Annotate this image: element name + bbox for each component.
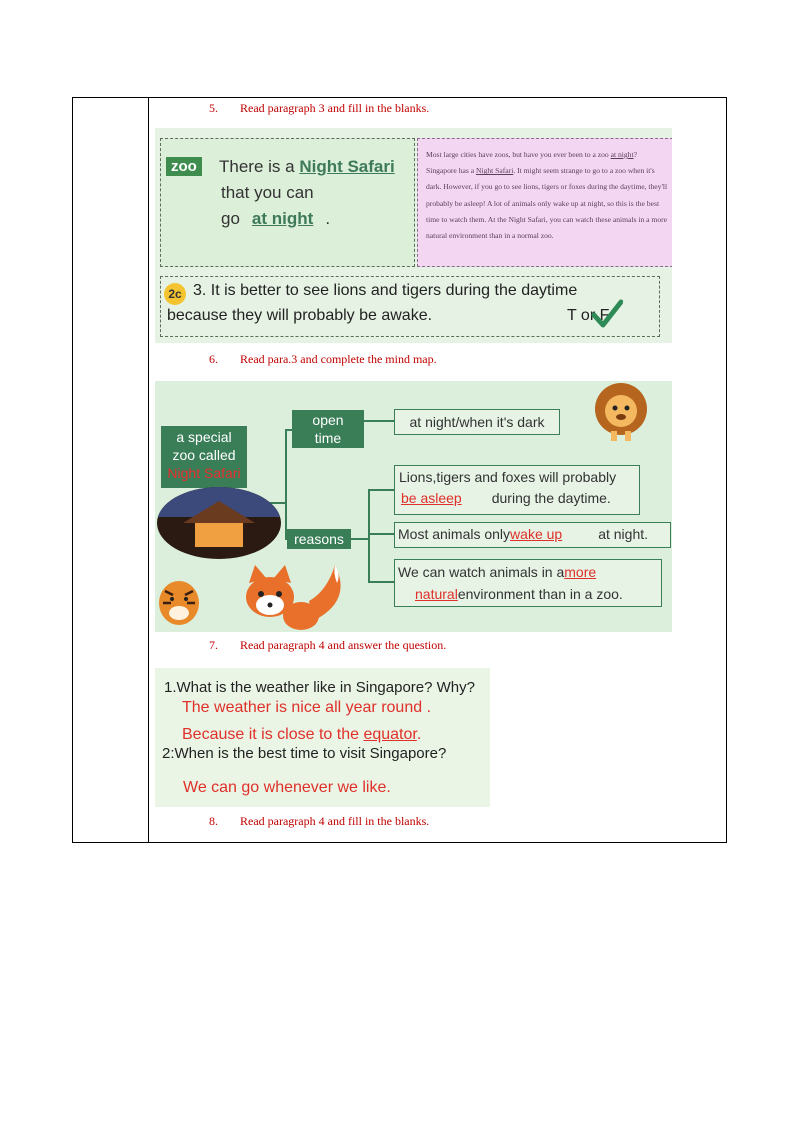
- answer-2-post: .: [416, 726, 422, 743]
- task-8: [209, 814, 429, 829]
- task-text: Read paragraph 3 and fill in the blanks.: [240, 101, 430, 115]
- mind-map-root: [161, 426, 247, 488]
- column-divider: [148, 97, 149, 843]
- reason-1-text: Lions,tigers and foxes will probably: [399, 469, 617, 485]
- connector: [285, 429, 287, 539]
- task-5: [209, 101, 429, 116]
- passage-part-1: Most large cities have zoos, but have you ever been to a zoo: [426, 150, 611, 159]
- reason-2-line: [398, 526, 648, 542]
- reason-3-line-2: [399, 586, 623, 602]
- open-time-answer: at night/when it's dark: [394, 409, 560, 435]
- reason-1-post: during the daytime.: [491, 490, 611, 506]
- task-text: Read paragraph 4 and fill in the blanks.: [240, 814, 430, 828]
- answer-equator: equator: [363, 726, 417, 743]
- open-time-node: [292, 410, 364, 448]
- tf-options: T or F: [567, 307, 610, 324]
- passage-underline-2: Night Safari: [475, 166, 514, 176]
- reason-2: [394, 522, 671, 548]
- answer-be-asleep: be asleep: [401, 490, 462, 506]
- passage-text: [426, 147, 668, 244]
- fill-line-3: [221, 209, 330, 229]
- reason-2-pre: Most animals only: [398, 526, 511, 542]
- mind-map-image: [155, 381, 672, 632]
- reason-3-post: environment than in a zoo.: [457, 586, 623, 602]
- root-line-2: zoo called: [172, 447, 236, 463]
- task-6: [209, 352, 437, 367]
- tf-line-1: 3. It is better to see lions and tigers during the daytime: [193, 282, 578, 299]
- tf-line-2: because they will probably be awake.: [167, 307, 433, 324]
- fill-blank-image: [155, 128, 672, 343]
- answer-1: The weather is nice all year round .: [182, 699, 432, 716]
- answer-3: We can go whenever we like.: [183, 779, 391, 796]
- tiger-icon: [155, 577, 203, 632]
- reasons-node: reasons: [287, 529, 351, 549]
- zoo-badge: zoo: [166, 157, 202, 176]
- passage-underline-1: at night: [610, 150, 634, 159]
- open-line-2: time: [314, 430, 342, 446]
- task-7: [209, 638, 446, 653]
- checkmark-icon: [591, 299, 623, 329]
- question-1: 1.What is the weather like in Singapore? Why?: [164, 679, 475, 696]
- root-line-1: a special: [176, 429, 232, 445]
- task-number: 6.: [209, 352, 218, 366]
- task-text: Read paragraph 4 and answer the question.: [240, 638, 447, 652]
- answer-more: more: [564, 564, 597, 580]
- passage-part-2: ? Singapore has a: [426, 150, 637, 176]
- connector: [368, 581, 394, 583]
- reason-1: [394, 465, 640, 515]
- fill-blank-panel: [160, 138, 415, 267]
- answer-wake-up: wake up: [510, 526, 563, 542]
- night-safari-photo: [157, 487, 281, 559]
- open-line-1: open: [312, 412, 344, 428]
- reason-3-pre: We can watch animals in a: [398, 564, 565, 580]
- passage-panel: [417, 138, 672, 267]
- reason-3-line-1: [398, 564, 608, 580]
- reason-1-line-2: [401, 490, 611, 506]
- task-number: 5.: [209, 101, 218, 115]
- root-night-safari: Night Safari: [167, 465, 241, 481]
- fill-line-1-text: There is a: [219, 157, 300, 176]
- connector: [368, 489, 394, 491]
- fill-line-3-text: go: [221, 209, 240, 228]
- passage-part-3: . It might seem strange to go to a zoo when it's dark. However, if you go to see lions, tigers or foxes during the daytime, they'll probably be asleep! A lot of animals only wake up at night, so this is the best time to watch them. At the Night Safari, you can watch these animals in a more natural environment than in a normal zoo.: [426, 166, 668, 241]
- answer-at-night: at night: [251, 209, 314, 228]
- reason-3: [394, 559, 662, 607]
- connector: [368, 489, 370, 582]
- answer-night-safari: Night Safari: [299, 157, 395, 176]
- fox-icon: [243, 561, 353, 632]
- fill-line-3-end: .: [325, 209, 331, 228]
- answer-2-pre: Because it is close to the: [182, 726, 364, 743]
- exercise-tag: 2c: [164, 283, 186, 305]
- answer-natural: natural: [415, 586, 458, 602]
- connector: [368, 533, 394, 535]
- connector: [364, 420, 394, 422]
- true-false-panel: [160, 276, 660, 337]
- qa-image: [155, 668, 490, 807]
- answer-2: [182, 726, 421, 744]
- lion-icon: [591, 381, 651, 443]
- fill-line-1: [219, 157, 395, 177]
- connector: [351, 538, 369, 540]
- question-2: 2:When is the best time to visit Singapore?: [162, 745, 447, 762]
- task-text: Read para.3 and complete the mind map.: [240, 352, 437, 366]
- task-number: 8.: [209, 814, 218, 828]
- fill-line-2: that you can: [221, 183, 314, 202]
- task-number: 7.: [209, 638, 218, 652]
- reason-2-post: at night.: [598, 526, 649, 542]
